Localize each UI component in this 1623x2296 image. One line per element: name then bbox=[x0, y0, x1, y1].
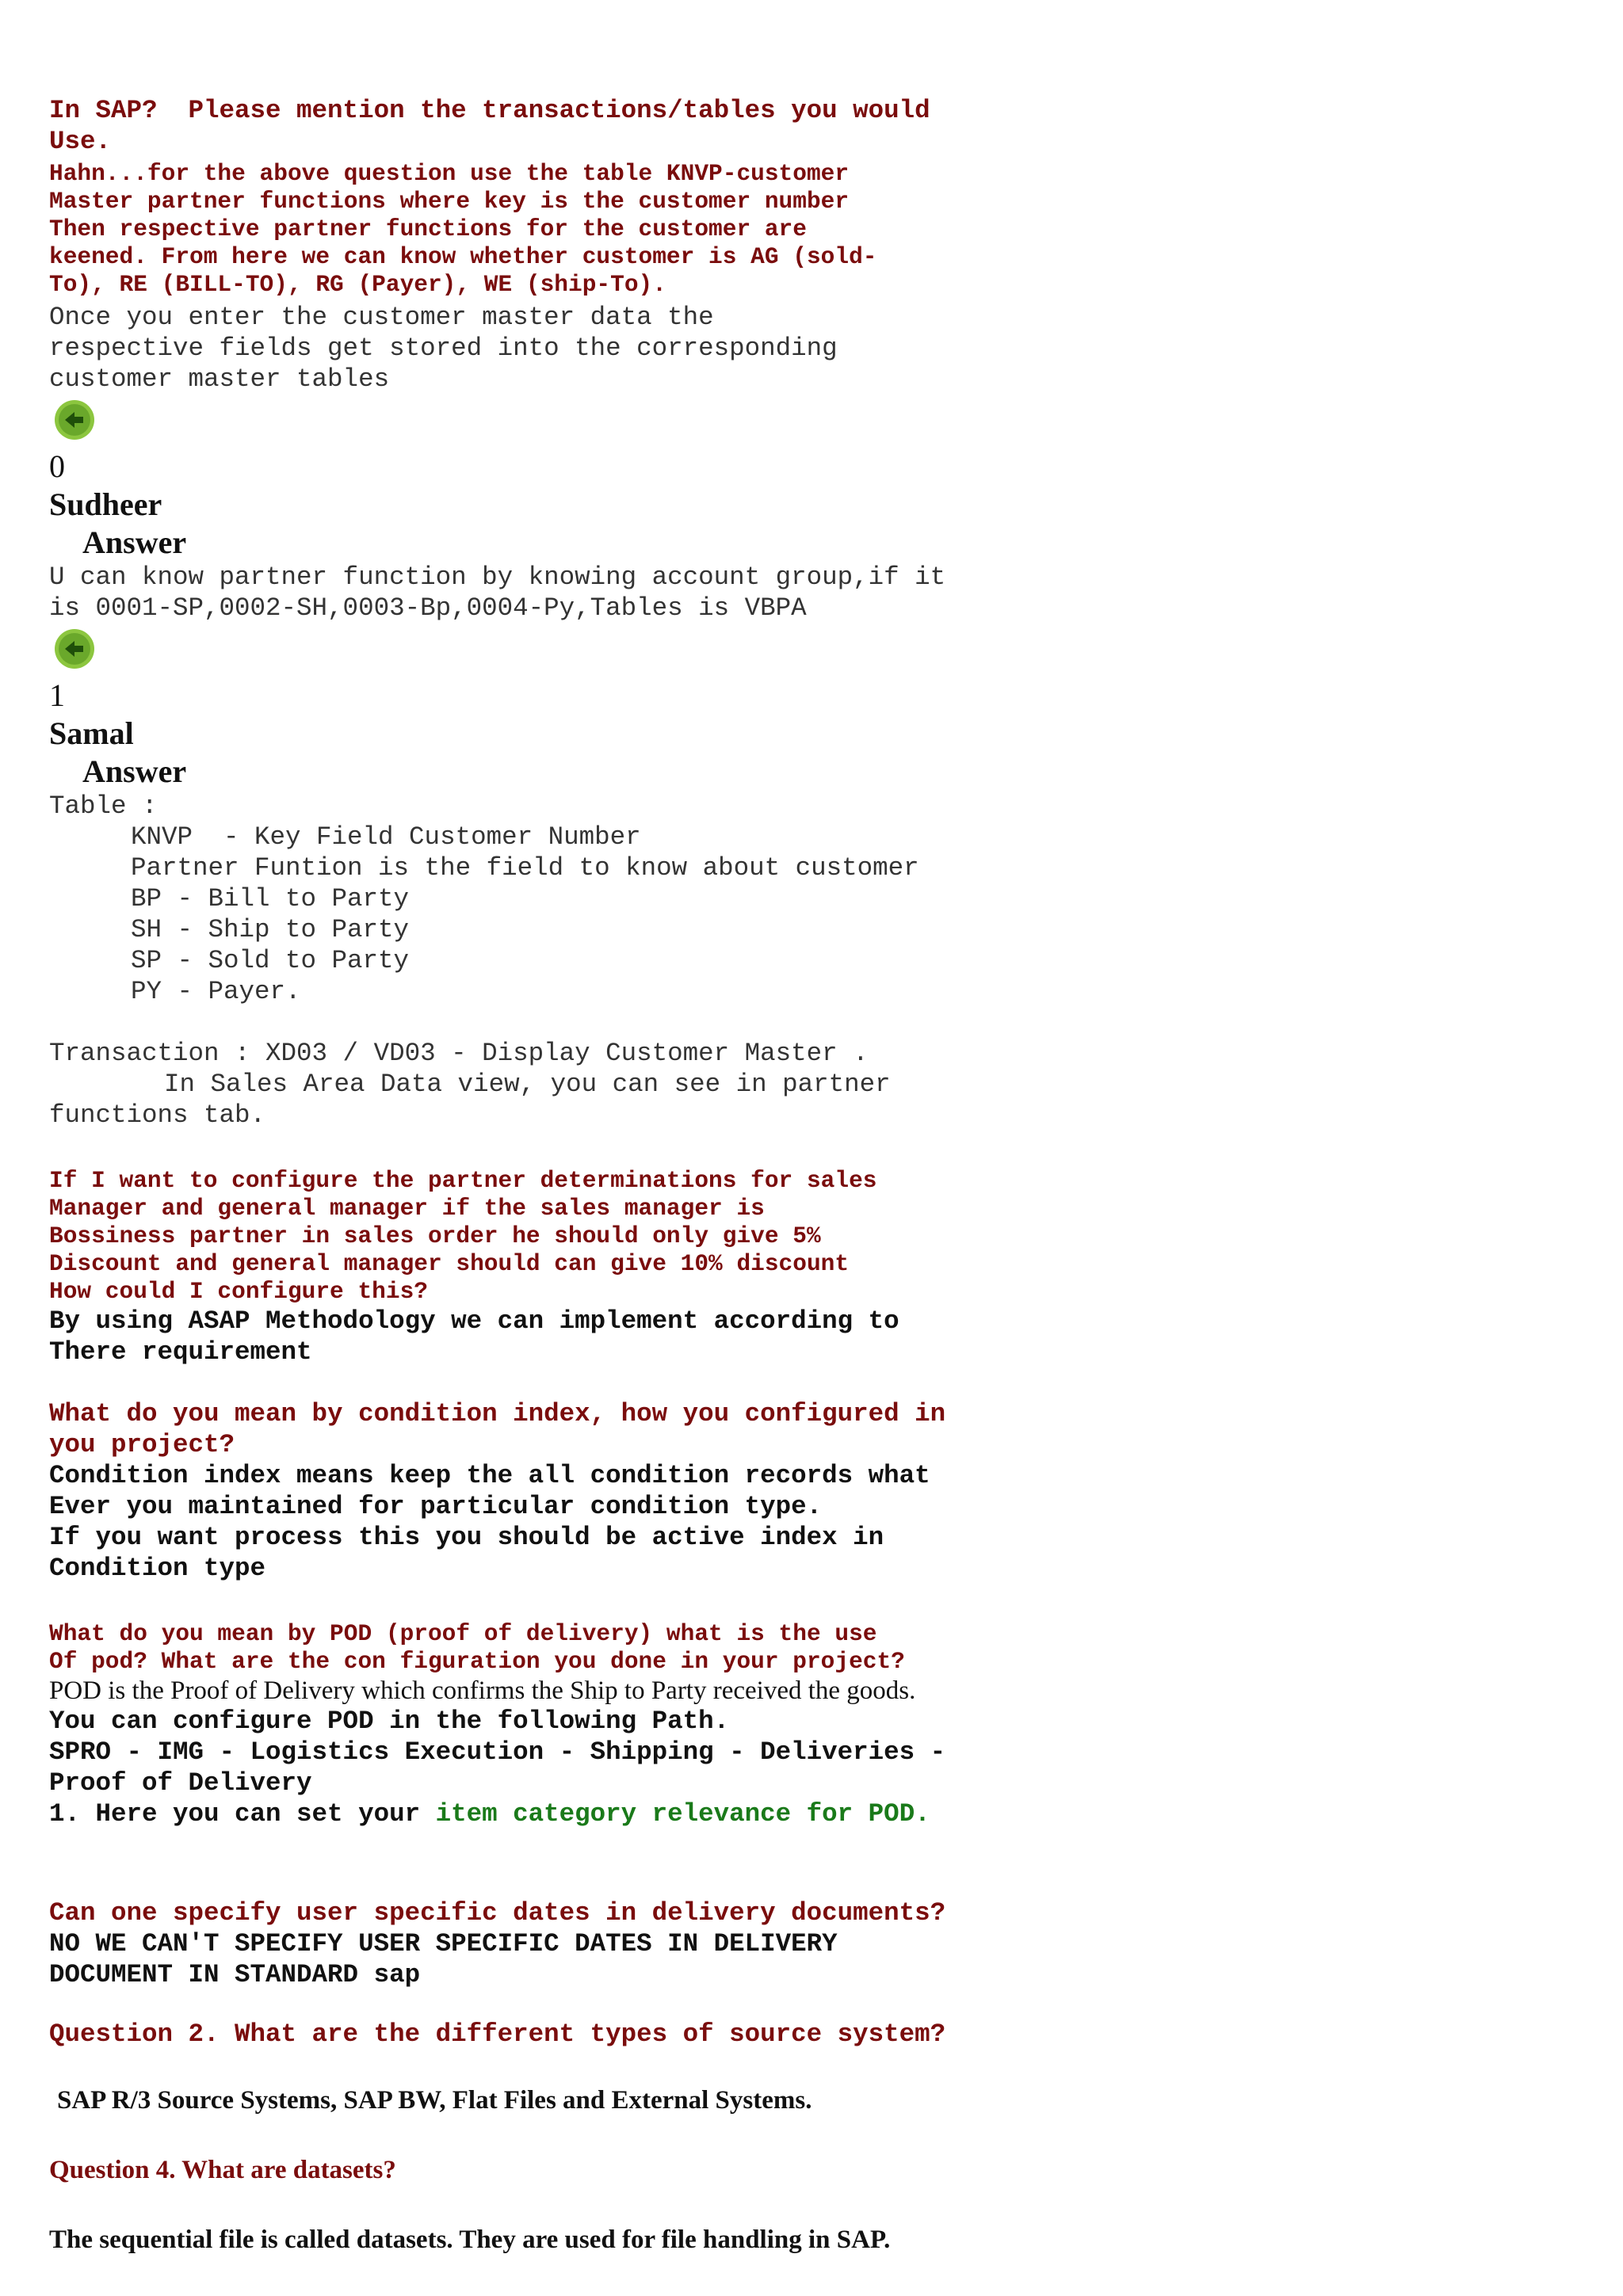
answer-line: Master partner functions where key is the customer number bbox=[49, 188, 850, 215]
question-line: What do you mean by condition index, how you configured in bbox=[49, 1399, 946, 1428]
answer-line: Then respective partner functions for the customer are bbox=[49, 215, 807, 242]
answer-line: customer master tables bbox=[49, 364, 390, 394]
reply-block-2 bbox=[49, 624, 1555, 1131]
answer-line: respective fields get stored into the corresponding bbox=[49, 334, 838, 363]
answer-line: By using ASAP Methodology we can implement according to bbox=[49, 1306, 899, 1336]
table-label: Table : bbox=[49, 791, 158, 821]
answer-prefix: 1. Here you can set your bbox=[49, 1799, 436, 1829]
answer-line: SAP R/3 Source Systems, SAP BW, Flat Files and External Systems. bbox=[57, 2086, 812, 2115]
answer-line: POD is the Proof of Delivery which confirms the Ship to Party received the goods. bbox=[49, 1676, 916, 1705]
question-line: How could I configure this? bbox=[49, 1278, 428, 1305]
table-item: SP - Sold to Party bbox=[131, 946, 410, 975]
answer-line: Proof of Delivery bbox=[49, 1768, 312, 1798]
answer-line: is 0001-SP,0002-SH,0003-Bp,0004-Py,Tables is VBPA bbox=[49, 593, 807, 623]
question-block-7 bbox=[49, 2154, 1555, 2256]
table-item: BP - Bill to Party bbox=[131, 884, 410, 913]
answer-line: U can know partner function by knowing account group,if it bbox=[49, 563, 946, 592]
question-line: Of pod? What are the con figuration you done in your project? bbox=[49, 1648, 905, 1675]
question-block-1 bbox=[49, 95, 1555, 395]
answer-line: Condition index means keep the all condition records what bbox=[49, 1461, 930, 1490]
question-line: What do you mean by POD (proof of delivery) what is the use bbox=[49, 1620, 877, 1647]
answer-label: Answer bbox=[82, 524, 187, 560]
question-block-6 bbox=[49, 2019, 1555, 2116]
green-arrow-left-icon[interactable] bbox=[54, 399, 95, 441]
question-line: In SAP? Please mention the transactions/tables you would bbox=[49, 96, 930, 125]
answer-line: If you want process this you should be active index in bbox=[49, 1523, 884, 1552]
transaction-line: In Sales Area Data view, you can see in partner bbox=[164, 1070, 891, 1099]
reply-block-1 bbox=[49, 395, 1555, 624]
vote-count: 1 bbox=[49, 677, 65, 713]
question-block-3 bbox=[49, 1398, 1555, 1584]
answer-label: Answer bbox=[82, 753, 187, 789]
answer-line: Ever you maintained for particular condition type. bbox=[49, 1492, 823, 1521]
question-line: If I want to configure the partner determinations for sales bbox=[49, 1167, 877, 1194]
answer-line: SPRO - IMG - Logistics Execution - Shipping - Deliveries - bbox=[49, 1737, 946, 1767]
highlighted-text: item category relevance for POD. bbox=[435, 1799, 930, 1829]
table-item: PY - Payer. bbox=[131, 977, 301, 1006]
document-page bbox=[49, 95, 1555, 2256]
author-name: Samal bbox=[49, 715, 134, 751]
answer-line: keened. From here we can know whether customer is AG (sold- bbox=[49, 243, 877, 270]
question-block-5 bbox=[49, 1897, 1555, 1990]
question-line: Manager and general manager if the sales manager is bbox=[49, 1195, 765, 1222]
green-arrow-left-icon[interactable] bbox=[54, 628, 95, 669]
question-line: Question 4. What are datasets? bbox=[49, 2156, 396, 2184]
question-line: Question 2. What are the different types of source system? bbox=[49, 2019, 946, 2049]
table-item: SH - Ship to Party bbox=[131, 915, 410, 944]
answer-line: NO WE CAN'T SPECIFY USER SPECIFIC DATES IN DELIVERY bbox=[49, 1929, 838, 1958]
question-line: Can one specify user specific dates in delivery documents? bbox=[49, 1898, 946, 1928]
answer-line: Once you enter the customer master data the bbox=[49, 303, 714, 332]
question-block-2 bbox=[49, 1167, 1555, 1367]
question-line: you project? bbox=[49, 1430, 235, 1459]
answer-line: Hahn...for the above question use the table KNVP-customer bbox=[49, 160, 850, 187]
answer-line: Condition type bbox=[49, 1554, 266, 1583]
answer-line: You can configure POD in the following Path. bbox=[49, 1707, 730, 1736]
table-item: Partner Funtion is the field to know about customer bbox=[131, 853, 919, 883]
answer-line: The sequential file is called datasets. They are used for file handling in SAP. bbox=[49, 2225, 891, 2254]
answer-line: There requirement bbox=[49, 1337, 312, 1367]
vote-count: 0 bbox=[49, 448, 65, 484]
transaction-line: functions tab. bbox=[49, 1100, 266, 1130]
question-line: Discount and general manager should can give 10% discount bbox=[49, 1250, 850, 1277]
question-block-4 bbox=[49, 1620, 1555, 1829]
transaction-line: Transaction : XD03 / VD03 - Display Customer Master . bbox=[49, 1039, 869, 1068]
question-line: Bossiness partner in sales order he should only give 5% bbox=[49, 1222, 821, 1249]
author-name: Sudheer bbox=[49, 486, 162, 522]
question-line: Use. bbox=[49, 127, 112, 156]
answer-line bbox=[49, 1798, 1555, 1829]
table-item: KNVP - Key Field Customer Number bbox=[131, 822, 641, 852]
answer-line: DOCUMENT IN STANDARD sap bbox=[49, 1960, 421, 1989]
answer-line: To), RE (BILL-TO), RG (Payer), WE (ship-To). bbox=[49, 271, 666, 298]
